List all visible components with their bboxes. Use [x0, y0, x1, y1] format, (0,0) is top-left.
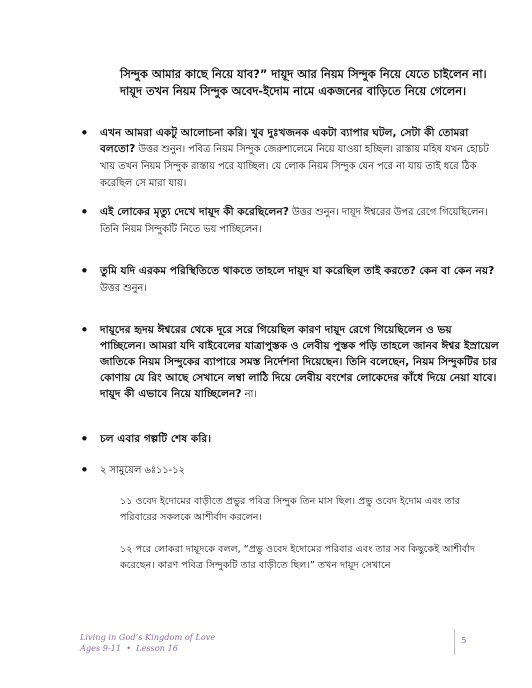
scripture-reference	[80, 462, 500, 479]
bullet-bold-text: দায়ূদের হৃদয় ঈশ্বরের থেকে দূরে সরে গিয়েছিল কারণ দায়ূদ রেগে গিয়েছিলেন ও ভয় পাচ্ছিলেন। আমরা যদি বাইবেলের যাত্রাপুস্তক ও লেবীয় পুস্তক পড়ি তাহলে জানব ঈশ্বর ইস্রায়েল জাতিকে নিয়ম সিন্দুকের ব্যাপারে সমস্ত নির্দেশনা দিয়েছেন। তিনি বলেছেন, নিয়ম সিন্দুকটির চার কোণায় যে রিং আছে সেখানে লম্বা লাঠি দিয়ে লেবীয় বংশের লোকেদের কাঁধে দিয়ে নেয়া যাবে। দায়ূদ কী এভাবে নিয়ে যাচ্ছিলেন?	[100, 324, 499, 400]
bullet-bold-text: তুমি যদি এরকম পরিস্থিতিতে থাকতে তাহলে দায়ূদ যা করেছিল তাই করতে? কেন বা কেন নয়?	[100, 265, 495, 277]
verse-paragraph	[120, 494, 500, 526]
bullet-bold-text: এখন আমরা একটু আলোচনা করি। খুব দুঃখজনক একটা ব্যাপার ঘটল, সেটা কী তোমরা বলতো?	[100, 127, 469, 155]
bullet-dot-icon: •	[80, 321, 89, 339]
footer-lesson: Lesson 16	[136, 643, 178, 653]
verse-paragraph	[120, 542, 500, 574]
bullet-item	[80, 263, 500, 297]
intro-paragraph	[120, 66, 500, 99]
bullet-item	[80, 322, 500, 403]
scripture-reference-text: ২ সামুয়েল ৬ঃ১১-১২	[100, 465, 185, 476]
bullet-item	[80, 125, 500, 192]
bullet-regular-text: না।	[241, 389, 257, 400]
bullet-dot-icon: •	[80, 203, 89, 221]
bullet-dot-icon: •	[80, 124, 89, 142]
footer-title: Living in God’s Kingdom of Love	[80, 632, 216, 642]
footer-bullet: •	[126, 643, 132, 653]
bullet-dot-icon: •	[80, 430, 89, 448]
bullet-regular-text: উত্তর শুনুন।	[100, 283, 147, 294]
footer-subtitle	[80, 643, 215, 654]
page-number-divider	[454, 629, 455, 655]
intro-text: সিন্দুক আমার কাছে নিয়ে যাব?” দায়ূদ আর নিয়ম সিন্দুক নিয়ে যেতে চাইলেন না। দায়ূদ তখন নিয়ম সিন্দুক অবেদ-ইদোম নামে একজনের বাড়িতে নিয়ে গেলেন।	[120, 67, 487, 98]
page-number: 5	[461, 636, 467, 646]
bullet-item	[80, 431, 500, 448]
bullet-bold-text: এই লোকের মৃত্যু দেখে দায়ূদ কী করেছিলেন?	[100, 206, 289, 218]
bullet-bold-text: চল এবার গল্পটি শেষ করি।	[100, 433, 211, 445]
bullet-item	[80, 204, 500, 238]
verse-text: ১২ পরে লোকরা দায়ূদকে বলল, “প্রভু ওবেদ ইদোমের পরিবার এবং তার সব কিছুকেই আশীর্বাদ করেছেন। কারণ পবিত্র সিন্দুকটি তার বাড়ীতে ছিল।” তখন দায়ূদ সেখানে	[120, 544, 476, 571]
footer-ages: Ages 9-11	[80, 643, 122, 653]
verse-text: ১১ ওবেদ ইদোমের বাড়ীতে প্রভুর পবিত্র সিন্দুক তিন মাস ছিল। প্রভু ওবেদ ইদোম এবং তার পরিবারের সকলকে আশীর্বাদ করলেন।	[120, 496, 460, 523]
bullet-dot-icon: •	[80, 461, 89, 479]
bullet-regular-text: উত্তর শুনুন। পবিত্র নিয়ম সিন্দুক জেরুশালেমে নিয়ে যাওয়া হচ্ছিল। রাস্তায় মহিষ যখন হোচট খায় তখন নিয়ম সিন্দুক রাস্তায় পরে যাচ্ছিল। যে লোক নিয়ম সিন্দুক যেন পরে না যায় তাই ধরে ঠিক করেছিল সে মারা যায়।	[100, 144, 489, 189]
bullet-regular-text: উত্তর শুনুন। দায়ূদ ঈশ্বরের উপর রেগে গিয়েছিলেন। তিনি নিয়ম সিন্দুকটি নিতে ভয় পাচ্ছিলেন।	[100, 207, 488, 235]
bullet-dot-icon: •	[80, 262, 89, 280]
footer	[80, 632, 215, 654]
